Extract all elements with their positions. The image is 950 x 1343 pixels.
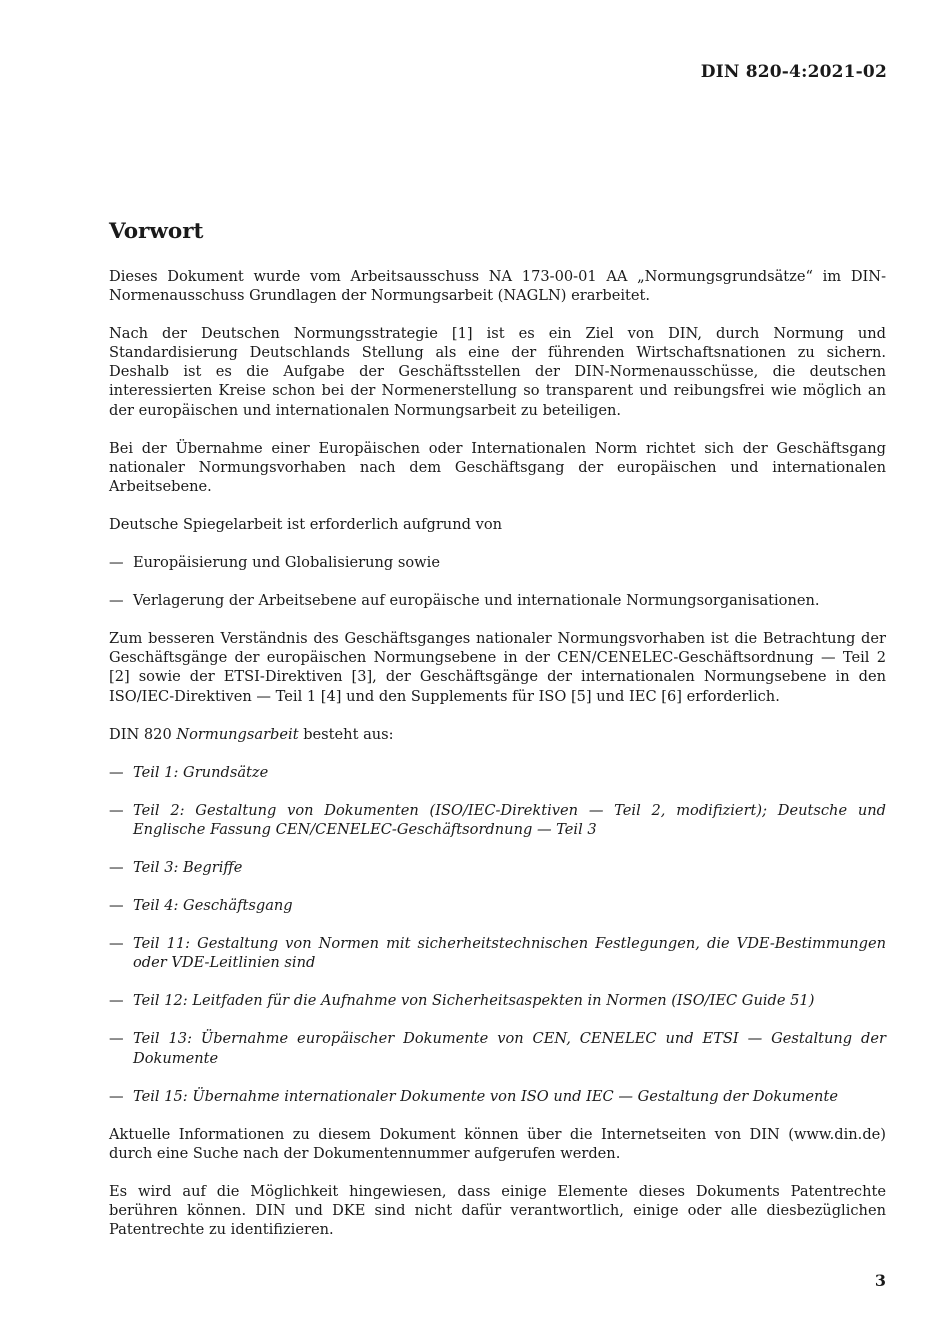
list-item [109, 896, 886, 915]
list-item-text: Verlagerung der Arbeitsebene auf europäische und internationale Normungsorganisationen. [133, 592, 820, 610]
dash-bullet: — [109, 992, 124, 1010]
dash-bullet: — [109, 935, 124, 953]
section-title: Vorwort [109, 219, 204, 244]
dash-bullet: — [109, 858, 124, 876]
list-item [109, 934, 886, 972]
list-item [109, 553, 886, 572]
dash-bullet: — [109, 554, 124, 572]
list-item [109, 858, 886, 877]
list-item [109, 591, 886, 610]
paragraph-suffix: besteht aus: [298, 725, 394, 743]
dash-bullet: — [109, 592, 124, 610]
list-item-text: Teil 15: Übernahme internationaler Dokumente von ISO und IEC — Gestaltung der Dokumente [133, 1087, 838, 1105]
dash-bullet: — [109, 763, 124, 781]
page-content [109, 218, 886, 1258]
paragraph: Es wird auf die Möglichkeit hingewiesen, dass einige Elemente dieses Dokuments Patentrechte berühren können. DIN und DKE sind nicht dafür verantwortlich, einige oder alle diesbezüglichen Patentrechte zu identifizieren. [109, 1182, 886, 1239]
list-item-text: Teil 13: Übernahme europäischer Dokumente von CEN, CENELEC und ETSI — Gestaltung der Dokumente [133, 1030, 886, 1067]
list-item [109, 1029, 886, 1067]
list-item-text: Teil 11: Gestaltung von Normen mit sicherheitstechnischen Festlegungen, die VDE-Bestimmungen oder VDE-Leitlinien sind [133, 935, 886, 972]
dash-bullet: — [109, 801, 124, 819]
paragraph: Zum besseren Verständnis des Geschäftsganges nationaler Normungsvorhaben ist die Betrachtung der Geschäftsgänge der europäischen Normungsebene in der CEN/CENELEC-Geschäftsordnung — Teil 2 [2] sowie der ETSI-Direktiven [3], der Geschäftsgänge der internationalen Normungsebene in den ISO/IEC-Direktiven — Teil 1 [4] und den Supplements für ISO [5] und IEC [6] erforderlich. [109, 630, 886, 705]
paragraph: Deutsche Spiegelarbeit ist erforderlich aufgrund von [109, 515, 503, 533]
list-item [109, 1087, 886, 1106]
list-item-text: Teil 12: Leitfaden für die Aufnahme von Sicherheitsaspekten in Normen (ISO/IEC Guide 51) [133, 992, 815, 1010]
document-id: DIN 820-4:2021-02 [700, 62, 887, 82]
list-item [109, 991, 886, 1010]
paragraph: Dieses Dokument wurde vom Arbeitsausschuss NA 173-00-01 AA „Normungsgrundsätze“ im DIN-Normenausschuss Grundlagen der Normungsarbeit (NAGLN) erarbeitet. [109, 268, 886, 305]
list-item [109, 801, 886, 839]
dash-bullet: — [109, 1087, 124, 1105]
page-number: 3 [874, 1271, 886, 1290]
paragraph: Nach der Deutschen Normungsstrategie [1] ist es ein Ziel von DIN, durch Normung und Standardisierung Deutschlands Stellung als eine der führenden Wirtschaftsnationen zu sichern. Deshalb ist es die Aufgabe der Geschäftsstellen der DIN-Normenausschüsse, die deutschen interessierten Kreise schon bei der Normenerstellung so transparent und reibungsfrei wie möglich an der europäischen und internationalen Normungsarbeit zu beteiligen. [109, 325, 886, 419]
list-item-text: Teil 4: Geschäftsgang [133, 897, 293, 915]
list-item-text: Teil 1: Grundsätze [133, 763, 269, 781]
dash-bullet: — [109, 897, 124, 915]
paragraph [109, 725, 886, 744]
list-item-text: Teil 2: Gestaltung von Dokumenten (ISO/IEC-Direktiven — Teil 2, modifiziert); Deutsche und Englische Fassung CEN/CENELEC-Geschäftsordnung — Teil 3 [133, 801, 886, 838]
paragraph: Bei der Übernahme einer Europäischen oder Internationalen Norm richtet sich der Geschäftsgang nationaler Normungsvorhaben nach dem Geschäftsgang der europäischen und internationalen Arbeitsebene. [109, 439, 886, 495]
series-title: Normungsarbeit [176, 725, 299, 743]
paragraph-prefix: DIN 820 [109, 725, 177, 743]
list-item [109, 763, 886, 782]
dash-bullet: — [109, 1030, 124, 1048]
list-item-text: Europäisierung und Globalisierung sowie [133, 554, 440, 572]
list-item-text: Teil 3: Begriffe [133, 858, 243, 876]
paragraph: Aktuelle Informationen zu diesem Dokument können über die Internetseiten von DIN (www.din.de) durch eine Suche nach der Dokumentennummer aufgerufen werden. [109, 1125, 886, 1162]
